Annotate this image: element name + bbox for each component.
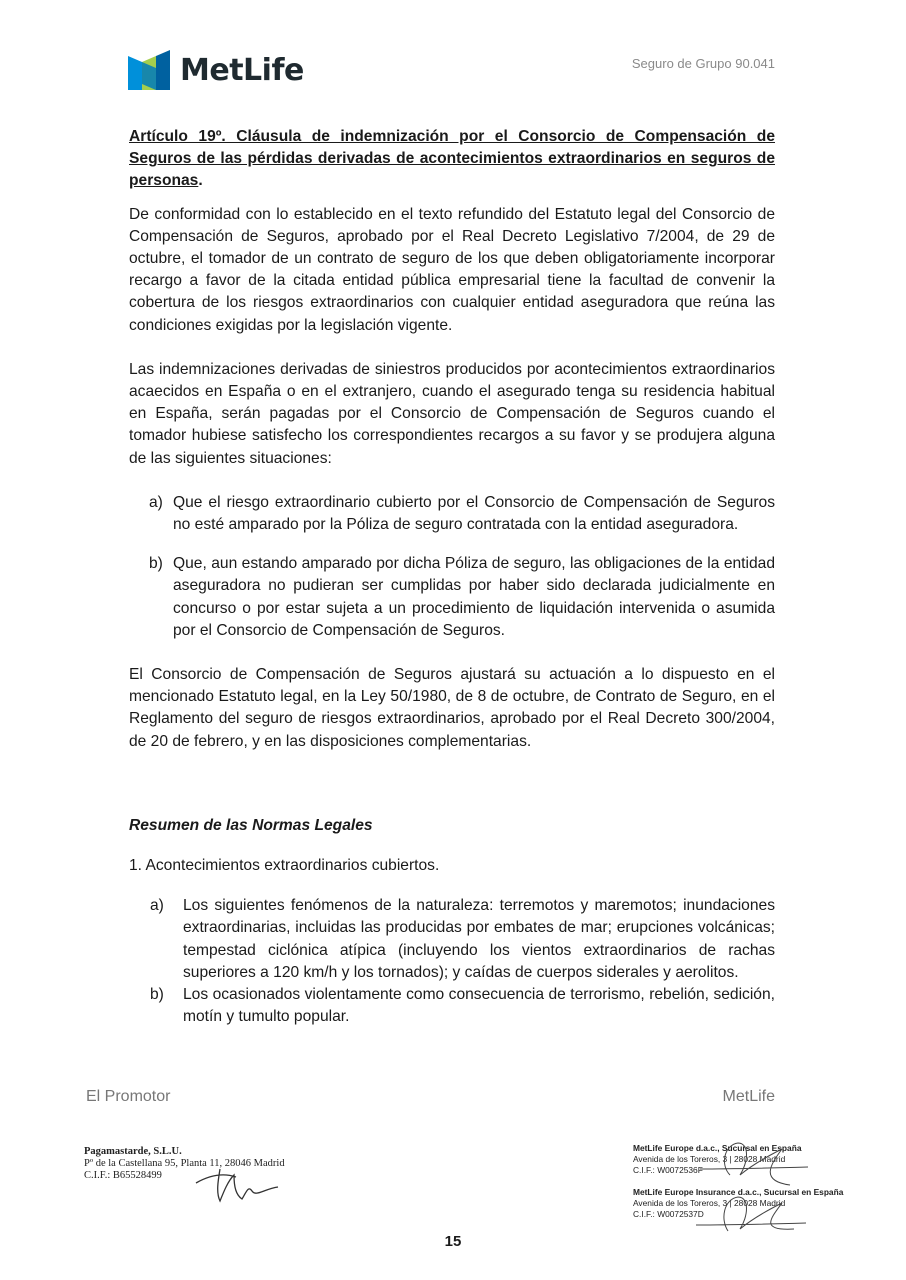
metlife-logo bbox=[128, 50, 304, 90]
promotor-name: Pagamastarde, S.L.U. bbox=[84, 1146, 182, 1157]
events-list bbox=[129, 895, 775, 1028]
footer-promotor-label: El Promotor bbox=[86, 1088, 171, 1105]
list-item bbox=[150, 984, 775, 1028]
metlife-logo-icon bbox=[128, 50, 170, 90]
logo-text: MetLife bbox=[180, 52, 304, 88]
article-title: Artículo 19º. Cláusula de indemnización por el Consorcio de Compensación de Seguros de las pérdidas derivadas de acontecimientos extraordinarios en seguros de personas. bbox=[129, 126, 775, 193]
list-item bbox=[149, 492, 775, 536]
promotor-address: Pº de la Castellana 95, Planta 11, 28046 Madrid bbox=[84, 1158, 285, 1169]
metlife-entity-1-address: Avenida de los Toreros, 3 | 28028 Madrid bbox=[633, 1154, 786, 1164]
promotor-cif: C.I.F.: B65528499 bbox=[84, 1170, 162, 1181]
document-body bbox=[129, 126, 775, 1029]
metlife-signature-icon bbox=[690, 1135, 810, 1235]
article-paragraph-1: De conformidad con lo establecido en el texto refundido del Estatuto legal del Consorcio de Compensación de Seguros, aprobado por el Real Decreto Legislativo 7/2004, de 29 de octubre, el tomador de un contrato de seguro de los que deben obligatoriamente incorporar recargo a favor de la citada entidad pública empresarial tiene la facultad de convenir la cobertura de los riesgos extraordinarios con cualquier entidad aseguradora que reúna las condiciones exigidas por la legislación vigente. bbox=[129, 205, 775, 334]
list-marker: b) bbox=[150, 986, 164, 1004]
summary-heading: Resumen de las Normas Legales bbox=[129, 816, 373, 834]
article-title-end: . bbox=[198, 172, 203, 190]
list-marker: a) bbox=[149, 493, 163, 511]
list-marker: a) bbox=[150, 897, 164, 915]
page-number: 15 bbox=[444, 1233, 462, 1250]
list-item-text: Los siguientes fenómenos de la naturaleza: terremotos y maremotos; inundaciones extraordinarias, incluidas las producidas por embates de mar; erupciones volcánicas; tempestad ciclónica atípica (incluyendo los vientos extraordinarios de rachas superiores a 120 km/h y los tornados); y caídas de cuerpos siderales y aerolitos. bbox=[183, 897, 775, 981]
metlife-entity-2-name: MetLife Europe Insurance d.a.c., Sucursal en España bbox=[633, 1187, 844, 1197]
footer-metlife-label: MetLife bbox=[722, 1088, 775, 1105]
metlife-entity-1-cif: C.I.F.: W0072536F bbox=[633, 1165, 703, 1175]
article-closing-paragraph: El Consorcio de Compensación de Seguros ajustará su actuación a lo dispuesto en el mencionado Estatuto legal, en la Ley 50/1980, de 8 de octubre, de Contrato de Seguro, en el Reglamento del seguro de riesgos extraordinarios, aprobado por el Real Decreto 300/2004, de 20 de febrero, y en las disposiciones complementarias. bbox=[129, 666, 775, 750]
list-item-text: Que el riesgo extraordinario cubierto por el Consorcio de Compensación de Seguros no esté amparado por la Póliza de seguro contratada con la entidad aseguradora. bbox=[173, 493, 775, 534]
list-item bbox=[149, 553, 775, 642]
metlife-entity-1-name: MetLife Europe d.a.c., Sucursal en España bbox=[633, 1143, 802, 1153]
list-item-text: Que, aun estando amparado por dicha Póliza de seguro, las obligaciones de la entidad aseguradora no pudieran ser cumplidas por haber sido declarada judicialmente en concurso o por estar sujeta a un procedimiento de liquidación intervenida o asumida por el Consorcio de Compensación de Seguros. bbox=[173, 555, 775, 639]
list-item-text: Los ocasionados violentamente como consecuencia de terrorismo, rebelión, sedición, motín y tumulto popular. bbox=[183, 986, 775, 1026]
summary-item-1: 1. Acontecimientos extraordinarios cubiertos. bbox=[129, 857, 440, 875]
list-marker: b) bbox=[149, 555, 163, 573]
article-paragraph-2: Las indemnizaciones derivadas de siniestros producidos por acontecimientos extraordinarios acaecidos en España o en el extranjero, cuando el asegurado tenga su residencia habitual en España, serán pagadas por el Consorcio de Compensación de Seguros cuando el tomador hubiese satisfecho los correspondientes recargos a su favor y se produjera alguna de las siguientes situaciones: bbox=[129, 360, 775, 467]
promotor-signature-icon bbox=[190, 1165, 282, 1205]
metlife-entity-2-address: Avenida de los Toreros, 3 | 28028 Madrid bbox=[633, 1198, 786, 1208]
metlife-entity-2-cif: C.I.F.: W0072537D bbox=[633, 1209, 704, 1219]
situations-list bbox=[129, 492, 775, 642]
policy-reference: Seguro de Grupo 90.041 bbox=[631, 56, 775, 71]
list-item bbox=[150, 895, 775, 984]
